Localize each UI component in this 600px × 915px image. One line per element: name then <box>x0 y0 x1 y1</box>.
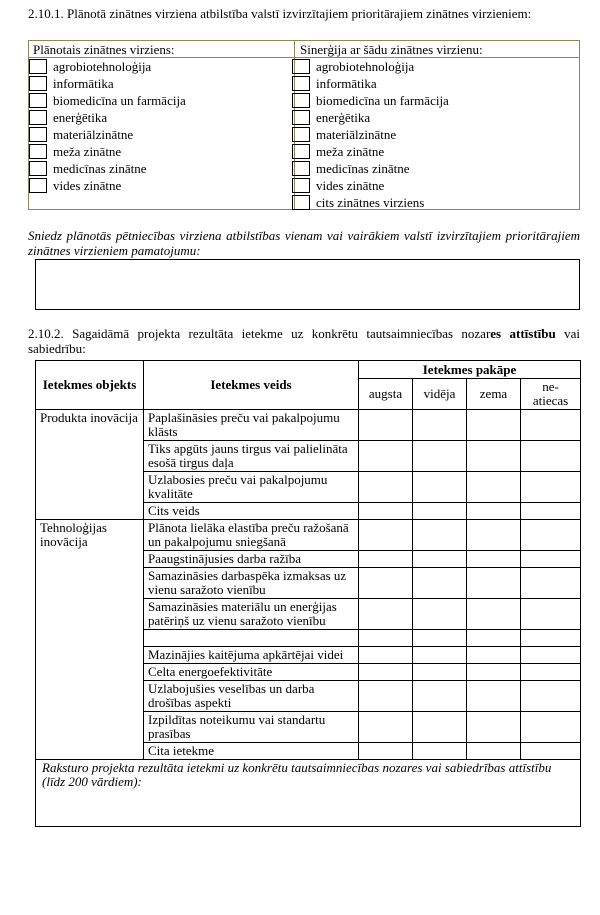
impact-degree-cell[interactable] <box>413 664 467 681</box>
right-direction-row <box>292 58 449 75</box>
right-direction-label: biomedicīna un farmācija <box>316 92 449 108</box>
left-direction-checkbox[interactable] <box>29 110 47 125</box>
impact-degree-cell[interactable] <box>467 441 521 472</box>
right-direction-row <box>292 109 449 126</box>
left-checkbox-list <box>29 58 186 194</box>
right-direction-label: agrobiotehnoloģija <box>316 58 415 74</box>
description-cell[interactable] <box>36 760 581 827</box>
impact-degree-cell[interactable] <box>521 712 581 743</box>
impact-degree-cell[interactable] <box>521 441 581 472</box>
right-direction-row <box>292 160 449 177</box>
impact-object-cell: Produkta inovācija <box>36 410 144 520</box>
directions-box <box>28 40 580 210</box>
impact-degree-cell[interactable] <box>521 647 581 664</box>
impact-type-cell: Tiks apgūts jauns tirgus vai palielināta esošā tirgus daļa <box>144 441 359 472</box>
right-direction-row <box>292 126 449 143</box>
impact-degree-cell[interactable] <box>467 503 521 520</box>
left-direction-label: enerģētika <box>53 109 108 125</box>
left-direction-row <box>29 160 186 177</box>
left-direction-checkbox[interactable] <box>29 76 47 91</box>
impact-degree-cell[interactable] <box>413 743 467 760</box>
section-2-10-2-heading <box>28 326 580 356</box>
left-direction-label: agrobiotehnoloģija <box>53 58 152 74</box>
heading-2-prefix: 2.10.2. Sagaidāmā projekta rezultāta ietekme uz konkrētu tautsaimniecības nozar <box>28 326 491 341</box>
impact-degree-cell[interactable] <box>467 472 521 503</box>
left-direction-row <box>29 58 186 75</box>
impact-degree-cell[interactable] <box>359 630 413 647</box>
impact-degree-cell[interactable] <box>359 568 413 599</box>
impact-type-cell: Mazinājies kaitējuma apkārtējai videi <box>144 647 359 664</box>
col-degree-header: Ietekmes pakāpe <box>359 361 581 379</box>
impact-degree-cell[interactable] <box>467 410 521 441</box>
right-direction-label: informātika <box>316 75 377 91</box>
right-direction-label: medicīnas zinātne <box>316 160 410 176</box>
left-direction-checkbox[interactable] <box>29 59 47 74</box>
impact-degree-cell[interactable] <box>467 568 521 599</box>
left-direction-checkbox[interactable] <box>29 178 47 193</box>
impact-type-cell: Samazināsies darbaspēka izmaksas uz vienu saražoto vienību <box>144 568 359 599</box>
impact-type-cell: Samazināsies materiālu un enerģijas patēriņš uz vienu saražoto vienību <box>144 599 359 630</box>
impact-degree-cell[interactable] <box>413 712 467 743</box>
right-direction-checkbox[interactable] <box>292 93 310 108</box>
impact-degree-cell[interactable] <box>467 630 521 647</box>
right-direction-checkbox[interactable] <box>292 195 310 210</box>
left-column-header: Plānotais zinātnes virziens: <box>33 42 175 57</box>
left-direction-row <box>29 75 186 92</box>
impact-degree-cell[interactable] <box>521 503 581 520</box>
heading-2-text <box>28 326 580 356</box>
left-direction-checkbox[interactable] <box>29 93 47 108</box>
section-2-10-1-heading <box>28 6 580 21</box>
impact-degree-cell[interactable] <box>359 520 413 551</box>
impact-degree-cell[interactable] <box>521 681 581 712</box>
left-direction-row <box>29 126 186 143</box>
impact-degree-cell[interactable] <box>521 664 581 681</box>
right-direction-checkbox[interactable] <box>292 110 310 125</box>
left-direction-label: informātika <box>53 75 114 91</box>
impact-degree-cell[interactable] <box>359 681 413 712</box>
right-direction-label: materiālzinātne <box>316 126 397 142</box>
impact-degree-cell[interactable] <box>413 441 467 472</box>
impact-degree-cell[interactable] <box>413 568 467 599</box>
left-direction-label: meža zinātne <box>53 143 122 159</box>
col-type-header: Ietekmes veids <box>144 361 359 410</box>
degree-header-cell: ne-atiecas <box>521 379 581 410</box>
impact-type-cell: Paplašināsies preču vai pakalpojumu klāsts <box>144 410 359 441</box>
impact-degree-cell[interactable] <box>521 472 581 503</box>
heading-2-bold: es attīstību <box>490 326 556 341</box>
right-direction-row <box>292 143 449 160</box>
right-direction-row <box>292 75 449 92</box>
left-direction-row <box>29 92 186 109</box>
right-direction-checkbox[interactable] <box>292 178 310 193</box>
impact-degree-cell[interactable] <box>413 647 467 664</box>
impact-degree-cell[interactable] <box>359 712 413 743</box>
heading-text: 2.10.1. Plānotā zinātnes virziena atbilstība valstī izvirzītajiem prioritārajiem zinātnes virzieniem: <box>28 6 532 21</box>
table-row <box>36 520 581 551</box>
justification-prompt <box>28 228 580 258</box>
impact-degree-cell[interactable] <box>359 503 413 520</box>
impact-degree-cell[interactable] <box>521 568 581 599</box>
impact-type-cell: Cita ietekme <box>144 743 359 760</box>
right-checkbox-list <box>292 58 449 211</box>
impact-type-cell <box>144 630 359 647</box>
right-direction-checkbox[interactable] <box>292 161 310 176</box>
right-direction-label: cits zinātnes virziens <box>316 194 425 210</box>
impact-degree-cell[interactable] <box>359 410 413 441</box>
impact-object-cell: Tehnoloģijas inovācija <box>36 520 144 760</box>
left-direction-label: medicīnas zinātne <box>53 160 147 176</box>
impact-degree-cell[interactable] <box>413 520 467 551</box>
left-direction-checkbox[interactable] <box>29 161 47 176</box>
left-direction-label: vides zinātne <box>53 177 122 193</box>
impact-degree-cell[interactable] <box>467 712 521 743</box>
right-direction-label: meža zinātne <box>316 143 385 159</box>
impact-degree-cell[interactable] <box>359 743 413 760</box>
impact-degree-cell[interactable] <box>467 681 521 712</box>
left-direction-row <box>29 177 186 194</box>
impact-degree-cell[interactable] <box>413 551 467 568</box>
impact-degree-cell[interactable] <box>413 503 467 520</box>
table-row <box>36 410 581 441</box>
impact-degree-cell[interactable] <box>521 410 581 441</box>
right-direction-label: vides zinātne <box>316 177 385 193</box>
left-direction-checkbox[interactable] <box>29 144 47 159</box>
right-direction-checkbox[interactable] <box>292 59 310 74</box>
impact-degree-cell[interactable] <box>359 647 413 664</box>
impact-degree-cell[interactable] <box>467 599 521 630</box>
right-direction-checkbox[interactable] <box>292 127 310 142</box>
impact-degree-cell[interactable] <box>467 551 521 568</box>
right-direction-checkbox[interactable] <box>292 76 310 91</box>
right-direction-row <box>292 194 449 211</box>
impact-type-cell: Uzlabosies preču vai pakalpojumu kvalitāte <box>144 472 359 503</box>
right-direction-label: enerģētika <box>316 109 371 125</box>
left-direction-row <box>29 143 186 160</box>
description-prompt: Raksturo projekta rezultāta ietekmi uz konkrētu tautsaimniecības nozares vai sabiedrības attīstību (līdz 200 vārdiem): <box>42 760 552 789</box>
justification-textarea[interactable] <box>35 259 580 310</box>
col-object-header: Ietekmes objekts <box>36 361 144 410</box>
heading-2-suffix: vai sabiedrību: <box>28 326 580 356</box>
impact-type-cell: Paaugstinājusies darba ražība <box>144 551 359 568</box>
left-direction-label: materiālzinātne <box>53 126 134 142</box>
impact-degree-cell[interactable] <box>521 520 581 551</box>
left-direction-checkbox[interactable] <box>29 127 47 142</box>
right-direction-row <box>292 92 449 109</box>
impact-degree-cell[interactable] <box>521 599 581 630</box>
impact-degree-cell[interactable] <box>359 599 413 630</box>
impact-table <box>35 360 581 827</box>
left-direction-row <box>29 109 186 126</box>
degree-header-cell: vidēja <box>413 379 467 410</box>
impact-degree-cell[interactable] <box>413 472 467 503</box>
degree-header-cell: augsta <box>359 379 413 410</box>
degree-header-cell: zema <box>467 379 521 410</box>
impact-type-cell: Celta energoefektivitāte <box>144 664 359 681</box>
impact-type-cell: Cits veids <box>144 503 359 520</box>
impact-type-cell: Uzlabojušies veselības un darba drošības aspekti <box>144 681 359 712</box>
impact-type-cell: Plānota lielāka elastība preču ražošanā un pakalpojumu sniegšanā <box>144 520 359 551</box>
left-direction-label: biomedicīna un farmācija <box>53 92 186 108</box>
impact-degree-cell[interactable] <box>413 681 467 712</box>
impact-degree-cell[interactable] <box>467 647 521 664</box>
justification-prompt-text: Sniedz plānotās pētniecības virziena atbilstības vienam vai vairākiem valstī izvirzītajiem prioritārajiem zinātnes virzieniem pamatojumu: <box>28 228 580 258</box>
impact-degree-cell[interactable] <box>467 664 521 681</box>
impact-degree-cell[interactable] <box>521 743 581 760</box>
impact-degree-cell[interactable] <box>359 551 413 568</box>
impact-degree-cell[interactable] <box>413 410 467 441</box>
right-direction-checkbox[interactable] <box>292 144 310 159</box>
impact-degree-cell[interactable] <box>359 472 413 503</box>
impact-degree-cell[interactable] <box>413 599 467 630</box>
impact-degree-cell[interactable] <box>359 441 413 472</box>
right-column-header: Sinerģija ar šādu zinātnes virzienu: <box>300 42 483 57</box>
right-direction-row <box>292 177 449 194</box>
impact-degree-cell[interactable] <box>521 630 581 647</box>
impact-degree-cell[interactable] <box>359 664 413 681</box>
impact-degree-cell[interactable] <box>467 743 521 760</box>
impact-degree-cell[interactable] <box>467 520 521 551</box>
impact-degree-cell[interactable] <box>413 630 467 647</box>
impact-degree-cell[interactable] <box>521 551 581 568</box>
impact-type-cell: Izpildītas noteikumu vai standartu prasības <box>144 712 359 743</box>
